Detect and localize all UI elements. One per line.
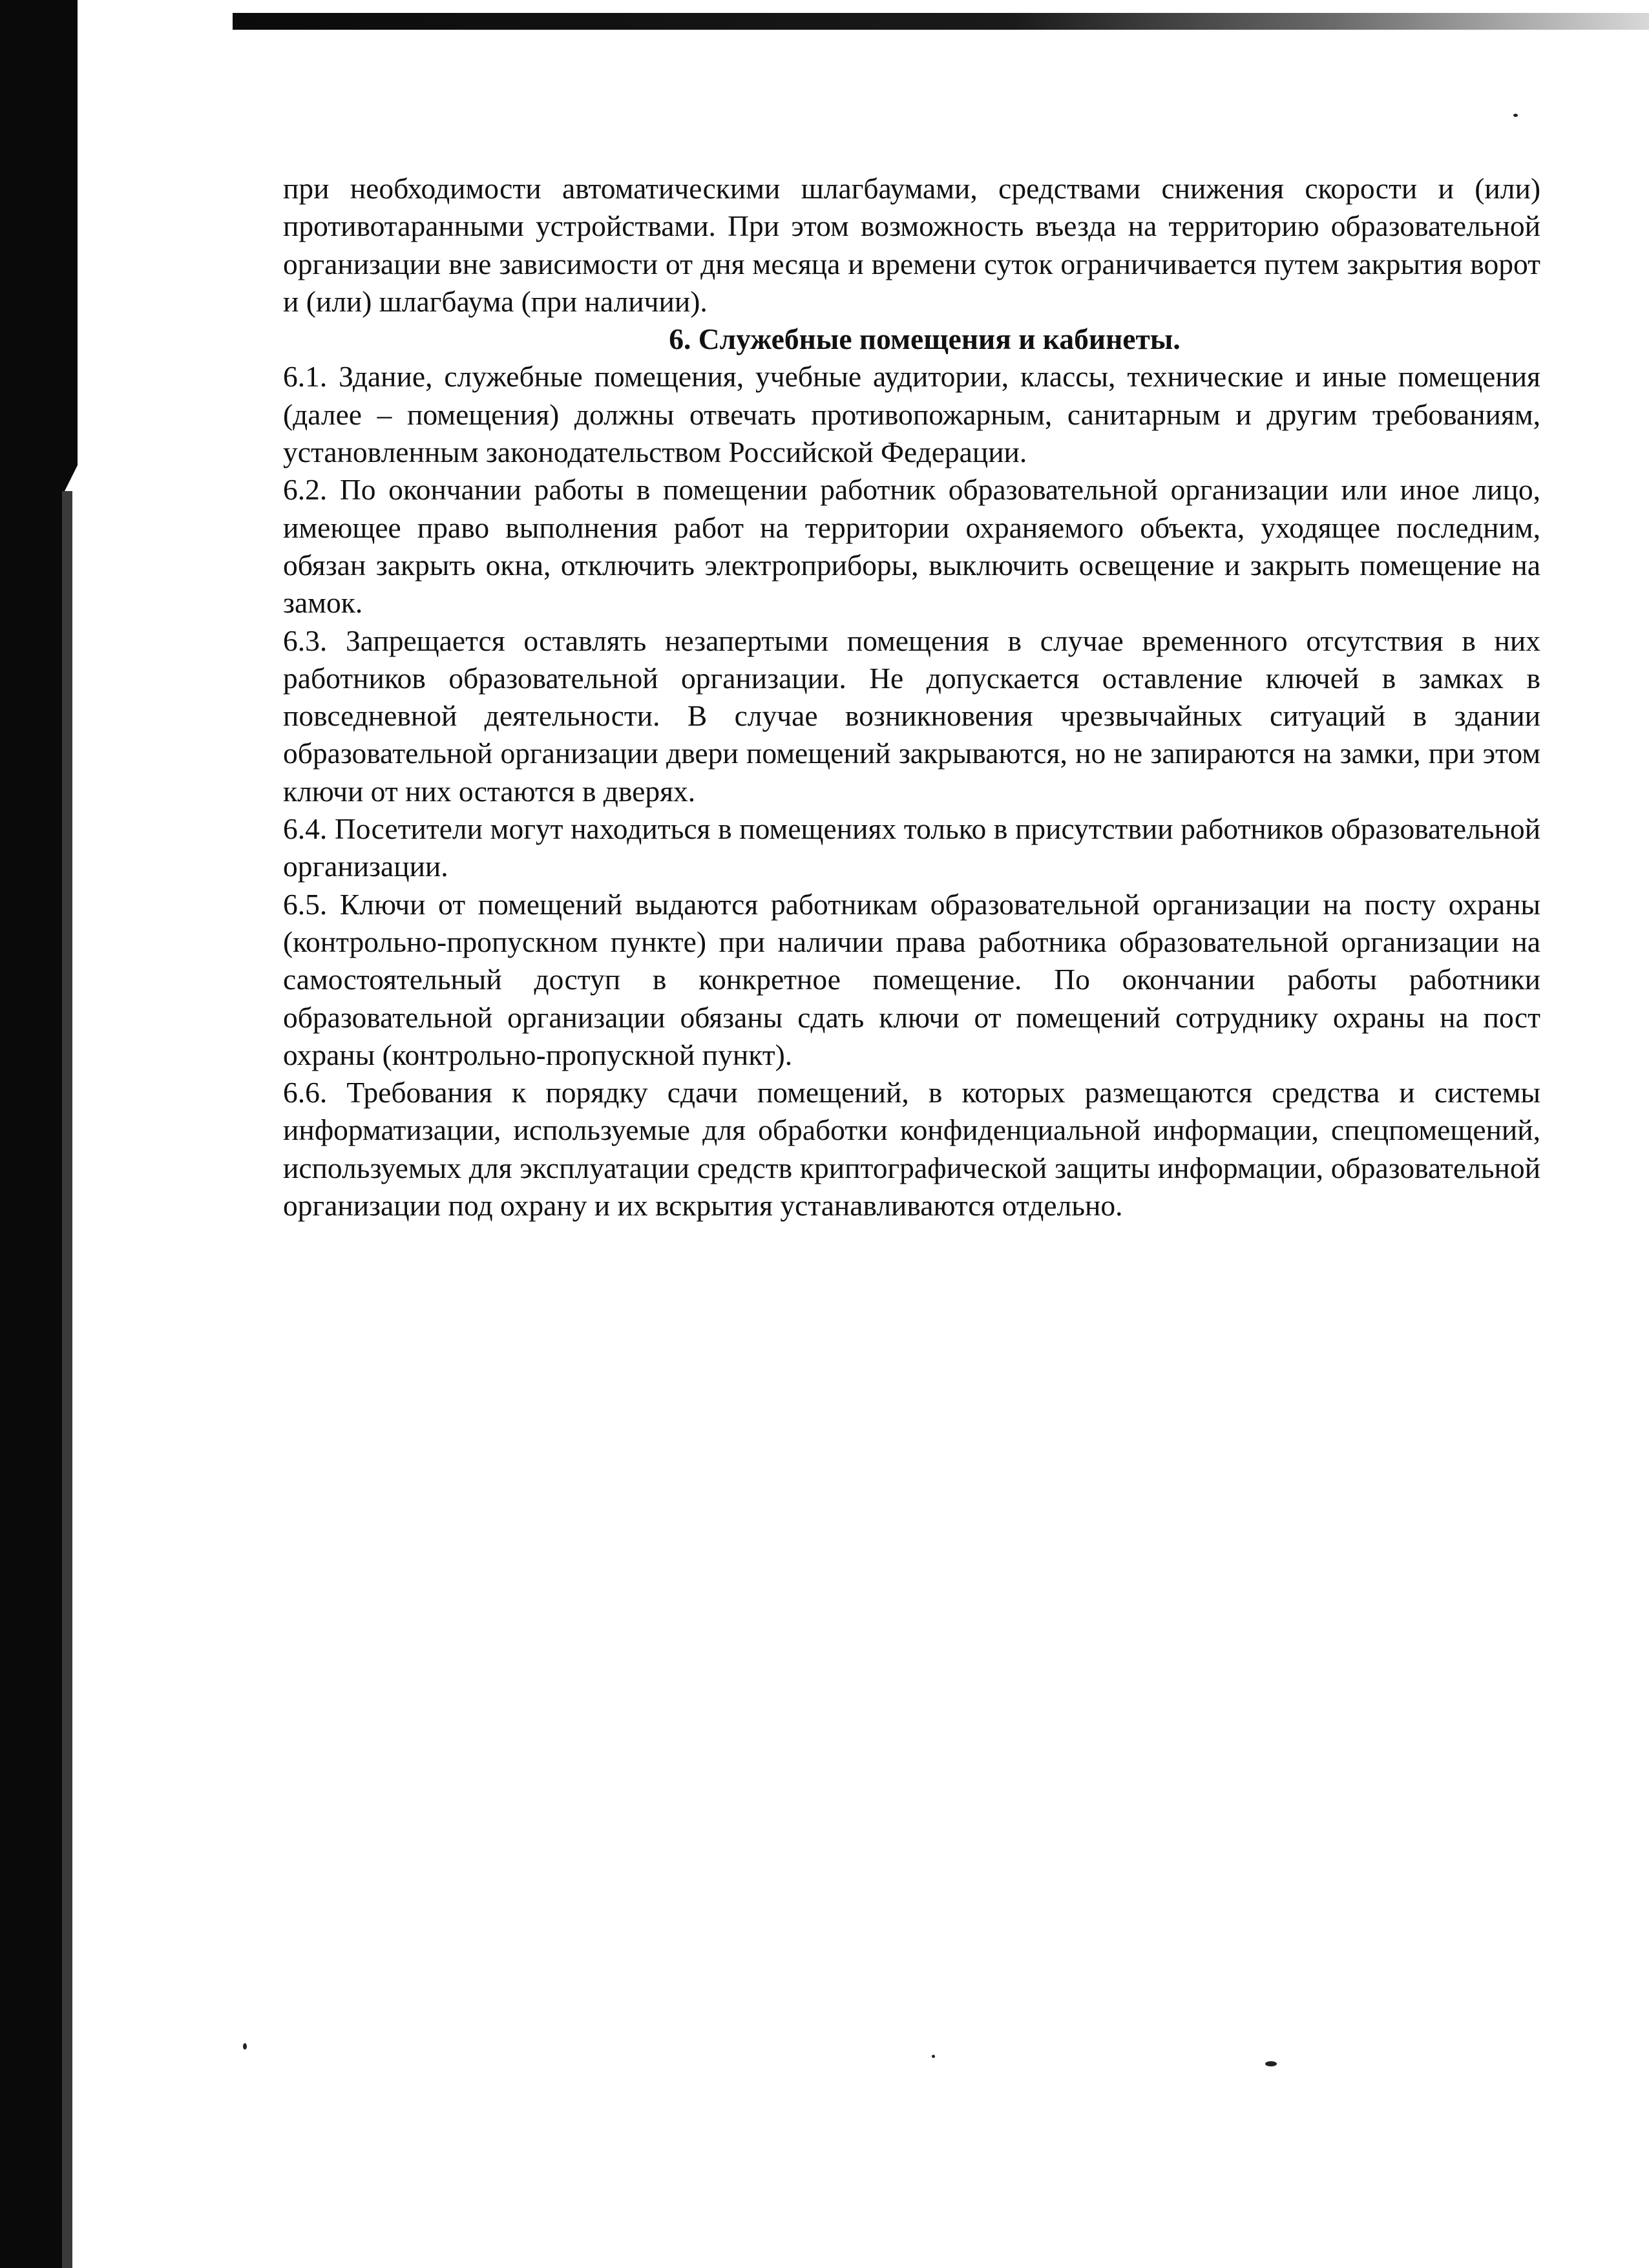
scan-speck — [1513, 114, 1518, 117]
document-body — [283, 170, 1540, 1224]
paragraph-6-4: 6.4. Посетители могут находиться в помещениях только в присутствии работников образовательной организации. — [283, 812, 1540, 883]
paragraph-6-2: 6.2. По окончании работы в помещении работник образовательной организации или иное лицо, имеющее право выполнения работ на территории охраняемого объекта, уходящее последним, обязан закрыть окна, отключить электроприборы, выключить освещение и закрыть помещение на замок. — [283, 473, 1540, 620]
section-heading: 6. Служебные помещения и кабинеты. — [669, 322, 1181, 356]
intro-paragraph: при необходимости автоматическими шлагбаумами, средствами снижения скорости и (или) противотаранными устройствами. При этом возможность въезда на территорию образовательной организации вне зависимости от дня месяца и времени суток ограничивается путем закрытия ворот и (или) шлагбаума (при наличии). — [283, 172, 1540, 318]
scan-speck — [1265, 2061, 1277, 2066]
scan-top-shadow — [233, 13, 1649, 30]
paragraph-6-6: 6.6. Требования к порядку сдачи помещений, в которых размещаются средства и системы информатизации, используемые для обработки конфиденциальной информации, спецпомещений, используемых для эксплуатации средств криптографической защиты информации, образовательной организации под охрану и их вскрытия устанавливаются отдельно. — [283, 1076, 1540, 1223]
paragraph-6-1: 6.1. Здание, служебные помещения, учебные аудитории, классы, технические и иные помещения (далее – помещения) должны отвечать противопожарным, санитарным и другим требованиям, установленным законодательством Российской Федерации. — [283, 360, 1540, 469]
scan-speck — [243, 2043, 247, 2050]
paragraph-6-5: 6.5. Ключи от помещений выдаются работникам образовательной организации на посту охраны (контрольно-пропускном пункте) при наличии права работника образовательной организации на самостоятельный доступ в конкретное помещение. По окончании работы работники образовательной организации обязаны сдать ключи от помещений сотруднику охраны на пост охраны (контрольно-пропускной пункт). — [283, 887, 1540, 1071]
paragraph-6-3: 6.3. Запрещается оставлять незапертыми помещения в случае временного отсутствия в них работников образовательной организации. Не допускается оставление ключей в замках в повседневной деятельности. В случае возникновения чрезвычайных ситуаций в здании образовательной организации двери помещений закрываются, но не запираются на замки, при этом ключи от них остаются в дверях. — [283, 624, 1540, 808]
scan-left-shadow — [0, 0, 78, 2268]
scan-speck — [932, 2055, 935, 2058]
